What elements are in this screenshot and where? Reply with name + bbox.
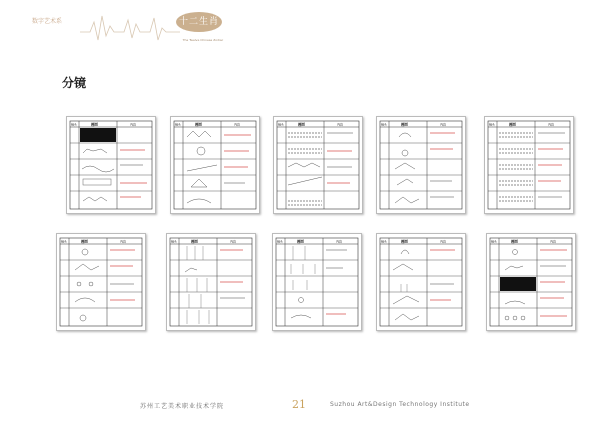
department-tag: 数字艺术系: [32, 18, 63, 25]
col-content-label: 内容: [230, 239, 237, 244]
col-frame-label: 画面: [401, 239, 408, 244]
col-frame-label: 画面: [509, 122, 516, 127]
col-shot-label: 镜头: [171, 239, 178, 244]
storyboard-sheet-2: [170, 116, 260, 214]
storyboard-sheet-drawing: [273, 234, 361, 330]
logo-badge: 十二生肖: [176, 12, 222, 32]
col-frame-label: 画面: [91, 122, 98, 127]
col-content-label: 内容: [336, 239, 343, 244]
storyboard-sheet-drawing: [377, 117, 465, 213]
col-shot-label: 镜头: [381, 239, 388, 244]
col-shot-label: 镜头: [71, 122, 78, 127]
storyboard-sheet-drawing: [171, 117, 259, 213]
storyboard-sheet-drawing: [274, 117, 362, 213]
col-frame-label: 画面: [401, 122, 408, 127]
col-shot-label: 镜头: [489, 122, 496, 127]
logo-subtitle: The Twelve Chinese Zodiac: [182, 38, 224, 42]
storyboard-sheet-5: [484, 116, 574, 214]
page-number: 21: [292, 398, 306, 411]
col-content-label: 内容: [337, 122, 344, 127]
col-shot-label: 镜头: [491, 239, 498, 244]
storyboard-sheet-9: [376, 233, 466, 331]
page-title: 分镜: [62, 76, 87, 90]
col-content-label: 内容: [130, 122, 137, 127]
col-content-label: 内容: [440, 122, 447, 127]
col-frame-label: 画面: [511, 239, 518, 244]
storyboard-sheet-drawing: [485, 117, 573, 213]
storyboard-sheet-drawing: [377, 234, 465, 330]
storyboard-sheet-1: [66, 116, 156, 214]
storyboard-sheet-drawing: [67, 117, 155, 213]
storyboard-sheet-3: [273, 116, 363, 214]
col-shot-label: 镜头: [277, 239, 284, 244]
storyboard-sheet-drawing: [487, 234, 575, 330]
col-content-label: 内容: [550, 239, 557, 244]
school-name-en: Suzhou Art&Design Technology Institute: [330, 401, 470, 408]
col-frame-label: 画面: [195, 122, 202, 127]
col-shot-label: 镜头: [381, 122, 388, 127]
storyboard-sheet-4: [376, 116, 466, 214]
col-shot-label: 镜头: [61, 239, 68, 244]
storyboard-sheet-10: [486, 233, 576, 331]
storyboard-sheet-8: [272, 233, 362, 331]
col-frame-label: 画面: [298, 122, 305, 127]
col-frame-label: 画面: [191, 239, 198, 244]
col-frame-label: 画面: [297, 239, 304, 244]
col-frame-label: 画面: [81, 239, 88, 244]
zodiac-logo: [168, 10, 258, 48]
col-shot-label: 镜头: [175, 122, 182, 127]
storyboard-sheet-7: [166, 233, 256, 331]
school-name-cn: 苏州工艺美术职业技术学院: [140, 403, 225, 410]
header-wave-decoration: [80, 10, 180, 44]
storyboard-sheet-6: [56, 233, 146, 331]
storyboard-sheet-drawing: [167, 234, 255, 330]
col-content-label: 内容: [440, 239, 447, 244]
col-content-label: 内容: [234, 122, 241, 127]
page-header: [0, 0, 600, 50]
storyboard-sheet-drawing: [57, 234, 145, 330]
col-shot-label: 镜头: [278, 122, 285, 127]
col-content-label: 内容: [120, 239, 127, 244]
col-content-label: 内容: [548, 122, 555, 127]
